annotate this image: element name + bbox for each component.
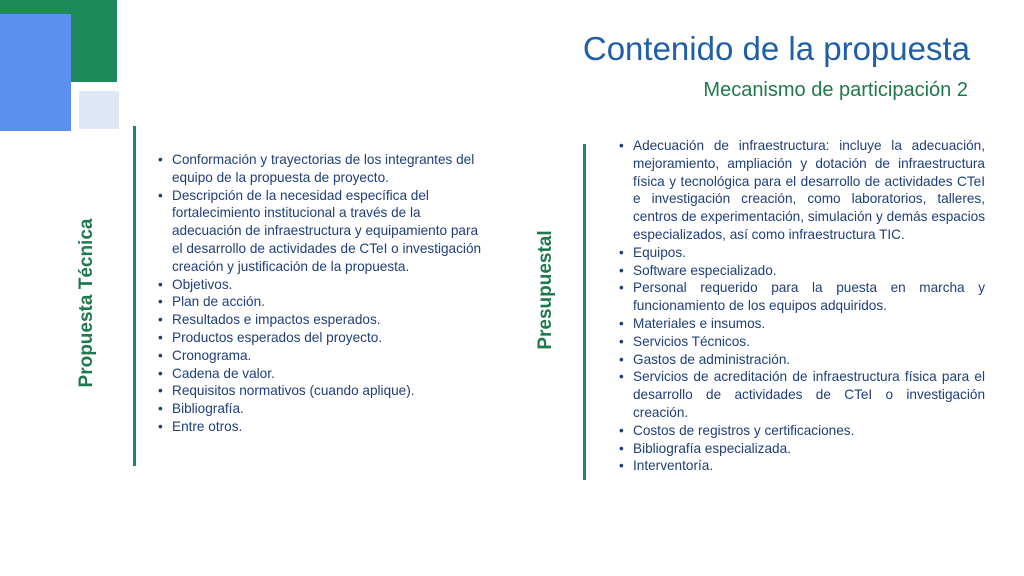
- list-item: • Gastos de administración.: [617, 351, 985, 369]
- list-item: • Bibliografía especializada.: [617, 440, 985, 458]
- section-label-technical: Propuesta Técnica: [76, 218, 97, 388]
- list-item: • Servicios de acreditación de infraestructura física para el desarrollo de actividades de CTeI o investigación creación.: [617, 368, 985, 421]
- decorative-blue-block: [0, 14, 71, 131]
- list-item: • Software especializado.: [617, 262, 985, 280]
- list-item: • Adecuación de infraestructura: incluye la adecuación, mejoramiento, ampliación y dotación de infraestructura física y tecnológica para el desarrollo de actividades CTeI e investigación creación, como laboratorios, talleres, centros de experimentación, simulación y demás espacios especializados, así como infraestructura TIC.: [617, 137, 985, 244]
- list-item: • Costos de registros y certificaciones.: [617, 422, 985, 440]
- list-item: • Productos esperados del proyecto.: [156, 329, 486, 347]
- list-item: • Conformación y trayectorias de los integrantes del equipo de la propuesta de proyecto.: [156, 151, 486, 187]
- list-item: • Objetivos.: [156, 276, 486, 294]
- list-item: • Cronograma.: [156, 347, 486, 365]
- list-item: • Entre otros.: [156, 418, 486, 436]
- section-label-budget: Presupuestal: [535, 230, 556, 350]
- slide-subtitle: Mecanismo de participación 2: [703, 79, 968, 101]
- list-item: • Plan de acción.: [156, 293, 486, 311]
- list-item: • Servicios Técnicos.: [617, 333, 985, 351]
- budget-items-list: [617, 137, 985, 475]
- list-item: • Personal requerido para la puesta en marcha y funcionamiento de los equipos adquiridos.: [617, 279, 985, 315]
- section-divider-budget: [583, 144, 586, 480]
- list-item: • Cadena de valor.: [156, 365, 486, 383]
- list-item: • Equipos.: [617, 244, 985, 262]
- decorative-light-block: [79, 91, 119, 129]
- technical-items-list: [156, 151, 486, 436]
- slide-title: Contenido de la propuesta: [582, 30, 970, 67]
- section-divider-technical: [133, 126, 136, 466]
- list-item: • Requisitos normativos (cuando aplique).: [156, 382, 486, 400]
- list-item: • Bibliografía.: [156, 400, 486, 418]
- list-item: • Interventoría.: [617, 457, 985, 475]
- list-item: • Resultados e impactos esperados.: [156, 311, 486, 329]
- list-item: • Materiales e insumos.: [617, 315, 985, 333]
- list-item: • Descripción de la necesidad específica del fortalecimiento institucional a través de la adecuación de infraestructura y equipamiento para el desarrollo de actividades de CTeI o investigación creación y justificación de la propuesta.: [156, 187, 486, 276]
